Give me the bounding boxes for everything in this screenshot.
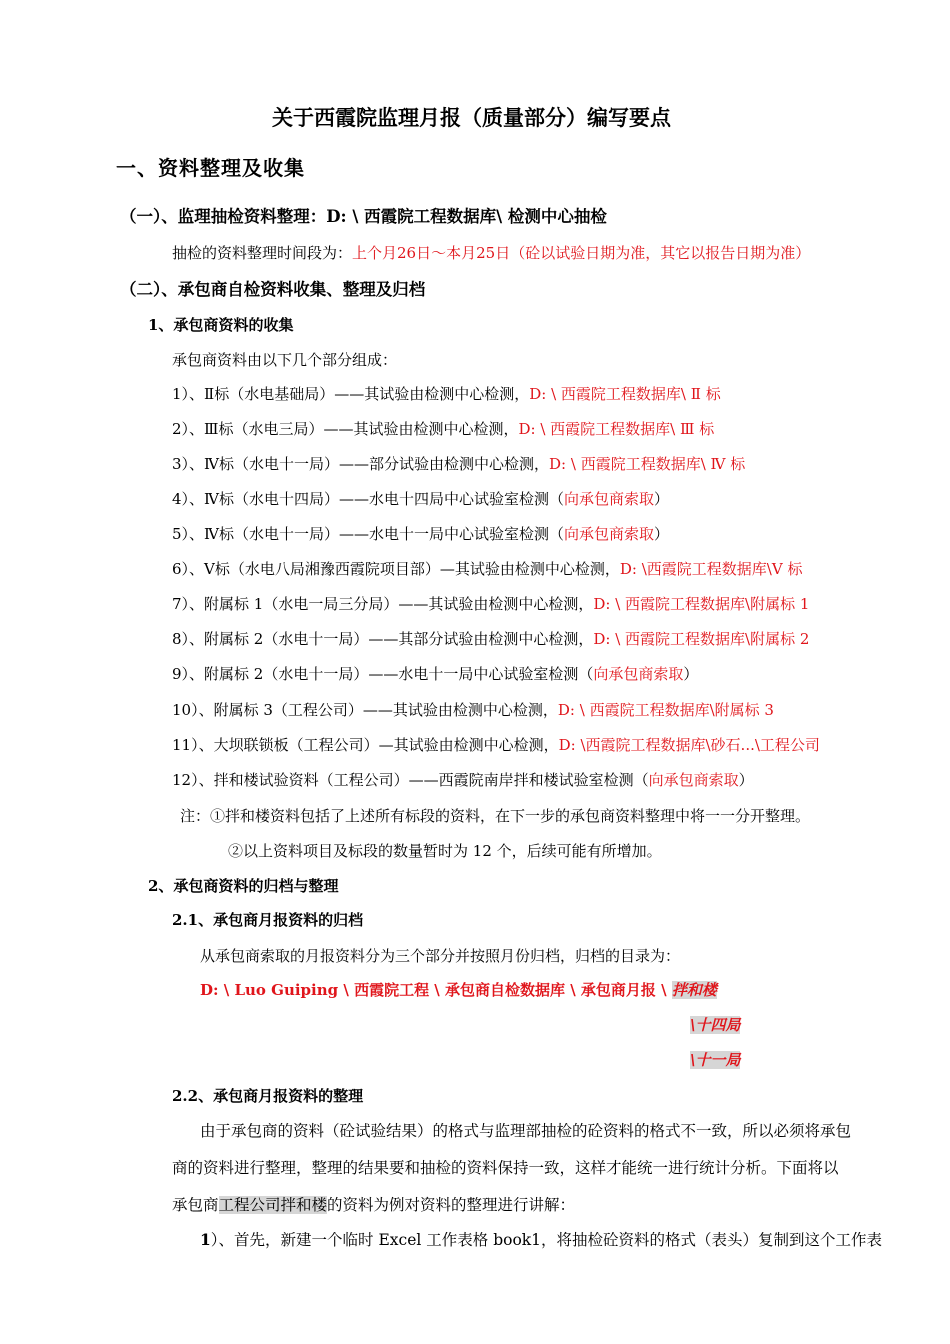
- archive-path-folder-11: [690, 1050, 740, 1070]
- list-item: [172, 594, 809, 614]
- list-item-text: 10）、附属标 3（工程公司）——其试验由检测中心检测，: [172, 701, 558, 719]
- highlighted-contractor: 工程公司拌和楼: [218, 1196, 328, 1214]
- list-item-path: D: \西霞院工程数据库\砂石...\工程公司: [558, 736, 820, 754]
- page-title: 关于西霞院监理月报（质量部分）编写要点: [272, 105, 671, 130]
- list-item-path: D: \ 西霞院工程数据库\附属标 3: [557, 701, 774, 719]
- paragraph-line-3: [172, 1195, 575, 1215]
- note-2: ②以上资料项目及标段的数量暂时为 12 个，后续可能有所增加。: [228, 842, 662, 860]
- list-item-suffix: ）: [683, 665, 699, 683]
- subsection-heading-2: （二）、承包商自检资料收集、整理及归档: [120, 280, 426, 299]
- list-item: [172, 700, 774, 720]
- list-item-path: 向承包商索取: [564, 490, 655, 508]
- paragraph-line-4: [200, 1230, 882, 1250]
- list-item-text: 11）、大坝联锁板（工程公司）—其试验由检测中心检测，: [172, 736, 559, 754]
- list-item-text: 6）、Ⅴ标（水电八局湘豫西霞院项目部）—其试验由检测中心检测，: [172, 560, 620, 578]
- archive-path-folder-14: [690, 1015, 740, 1035]
- list-item: [172, 735, 820, 755]
- list-item-text: 12）、拌和楼试验资料（工程公司）——西霞院南岸拌和楼试验室检测（: [172, 771, 649, 789]
- list-item-path: D: \ 西霞院工程数据库\附属标 2: [593, 630, 810, 648]
- section-heading-1: 一、资料整理及收集: [116, 156, 305, 180]
- list-item-text: 2）、Ⅲ标（水电三局）——其试验由检测中心检测，: [172, 420, 519, 438]
- list-item-text: 8）、附属标 2（水电十一局）——其部分试验由检测中心检测，: [172, 630, 594, 648]
- list-item-path: D: \ 西霞院工程数据库\ Ⅳ 标: [549, 455, 746, 473]
- list-item-text: 5）、Ⅳ标（水电十一局）——水电十一局中心试验室检测（: [172, 525, 565, 543]
- list-item: [172, 489, 669, 509]
- list-item: [172, 770, 754, 790]
- list-item-path: 向承包商索取: [648, 771, 739, 789]
- list-item-text: 7）、附属标 1（水电一局三分局）——其试验由检测中心检测，: [172, 595, 594, 613]
- list-item-text: 4）、Ⅳ标（水电十四局）——水电十四局中心试验室检测（: [172, 490, 565, 508]
- list-item: [172, 524, 669, 544]
- sampling-period-prefix: 抽检的资料整理时间段为：: [172, 244, 353, 262]
- list-item-suffix: ）: [738, 771, 754, 789]
- list-item-path: D: \ 西霞院工程数据库\ Ⅲ 标: [518, 420, 715, 438]
- list-item-text: 3）、Ⅳ标（水电十一局）——部分试验由检测中心检测，: [172, 455, 550, 473]
- list-item-path: D: \ 西霞院工程数据库\ Ⅱ 标: [529, 385, 721, 403]
- sampling-period-range: 上个月26日～本月25日（砼以试验日期为准，其它以报告日期为准）: [352, 244, 811, 262]
- list-item-text: 1）、Ⅱ标（水电基础局）——其试验由检测中心检测，: [172, 385, 530, 403]
- list-item-path: 向承包商索取: [564, 525, 655, 543]
- list-item: [172, 384, 721, 404]
- paragraph-line-1: 由于承包商的资料（砼试验结果）的格式与监理部抽检的砼资料的格式不一致，所以必须将承包: [200, 1122, 852, 1140]
- paragraph-line-2: 商的资料进行整理，整理的结果要和抽检的资料保持一致，这样才能统一进行统计分析。下面将以: [172, 1159, 839, 1177]
- list-item: [172, 419, 714, 439]
- list-item-path: D: \西霞院工程数据库\Ⅴ 标: [619, 560, 803, 578]
- paragraph-line-3-post: 的资料为例对资料的整理进行讲解：: [327, 1196, 576, 1214]
- step-number: 1: [200, 1230, 211, 1249]
- list-item-suffix: ）: [654, 490, 670, 508]
- list-item-path: 向承包商索取: [593, 665, 684, 683]
- list-item: [172, 629, 809, 649]
- archive-path-folder-11-text: \十一局: [690, 1051, 741, 1069]
- item-heading-2: 2、承包商资料的归档与整理: [148, 877, 339, 895]
- archive-path: [200, 980, 717, 1000]
- step-text: ）、首先，新建一个临时 Excel 工作表格 book1，将抽检砼资料的格式（表头）复制到这个工作表: [210, 1231, 883, 1249]
- item-heading-2-1: 2.1、承包商月报资料的归档: [172, 911, 364, 929]
- list-item-suffix: ）: [654, 525, 670, 543]
- note-1: 注：①拌和楼资料包括了上述所有标段的资料，在下一步的承包商资料整理中将一一分开整理。: [180, 807, 811, 825]
- list-item: [172, 559, 802, 579]
- archive-intro: 从承包商索取的月报资料分为三个部分并按照月份归档，归档的目录为：: [200, 947, 681, 965]
- item-heading-2-2: 2.2、承包商月报资料的整理: [172, 1087, 364, 1105]
- list-item-text: 9）、附属标 2（水电十一局）——水电十一局中心试验室检测（: [172, 665, 594, 683]
- list-item-path: D: \ 西霞院工程数据库\附属标 1: [593, 595, 810, 613]
- list-item: [172, 454, 745, 474]
- intro-text: 承包商资料由以下几个部分组成：: [172, 351, 398, 369]
- item-heading-1: 1、承包商资料的收集: [148, 316, 294, 334]
- list-item: [172, 664, 698, 684]
- archive-path-main: D: \ Luo Guiping \ 西霞院工程 \ 承包商自检数据库 \ 承包商月报 \: [200, 981, 672, 999]
- archive-path-folder-mixing: 拌和楼: [671, 981, 717, 999]
- sampling-period-line: [172, 243, 810, 263]
- archive-path-folder-14-text: \十四局: [690, 1016, 741, 1034]
- paragraph-line-3-pre: 承包商: [172, 1196, 219, 1214]
- subsection-heading-1: （一）、监理抽检资料整理：D: \ 西霞院工程数据库\ 检测中心抽检: [120, 207, 607, 226]
